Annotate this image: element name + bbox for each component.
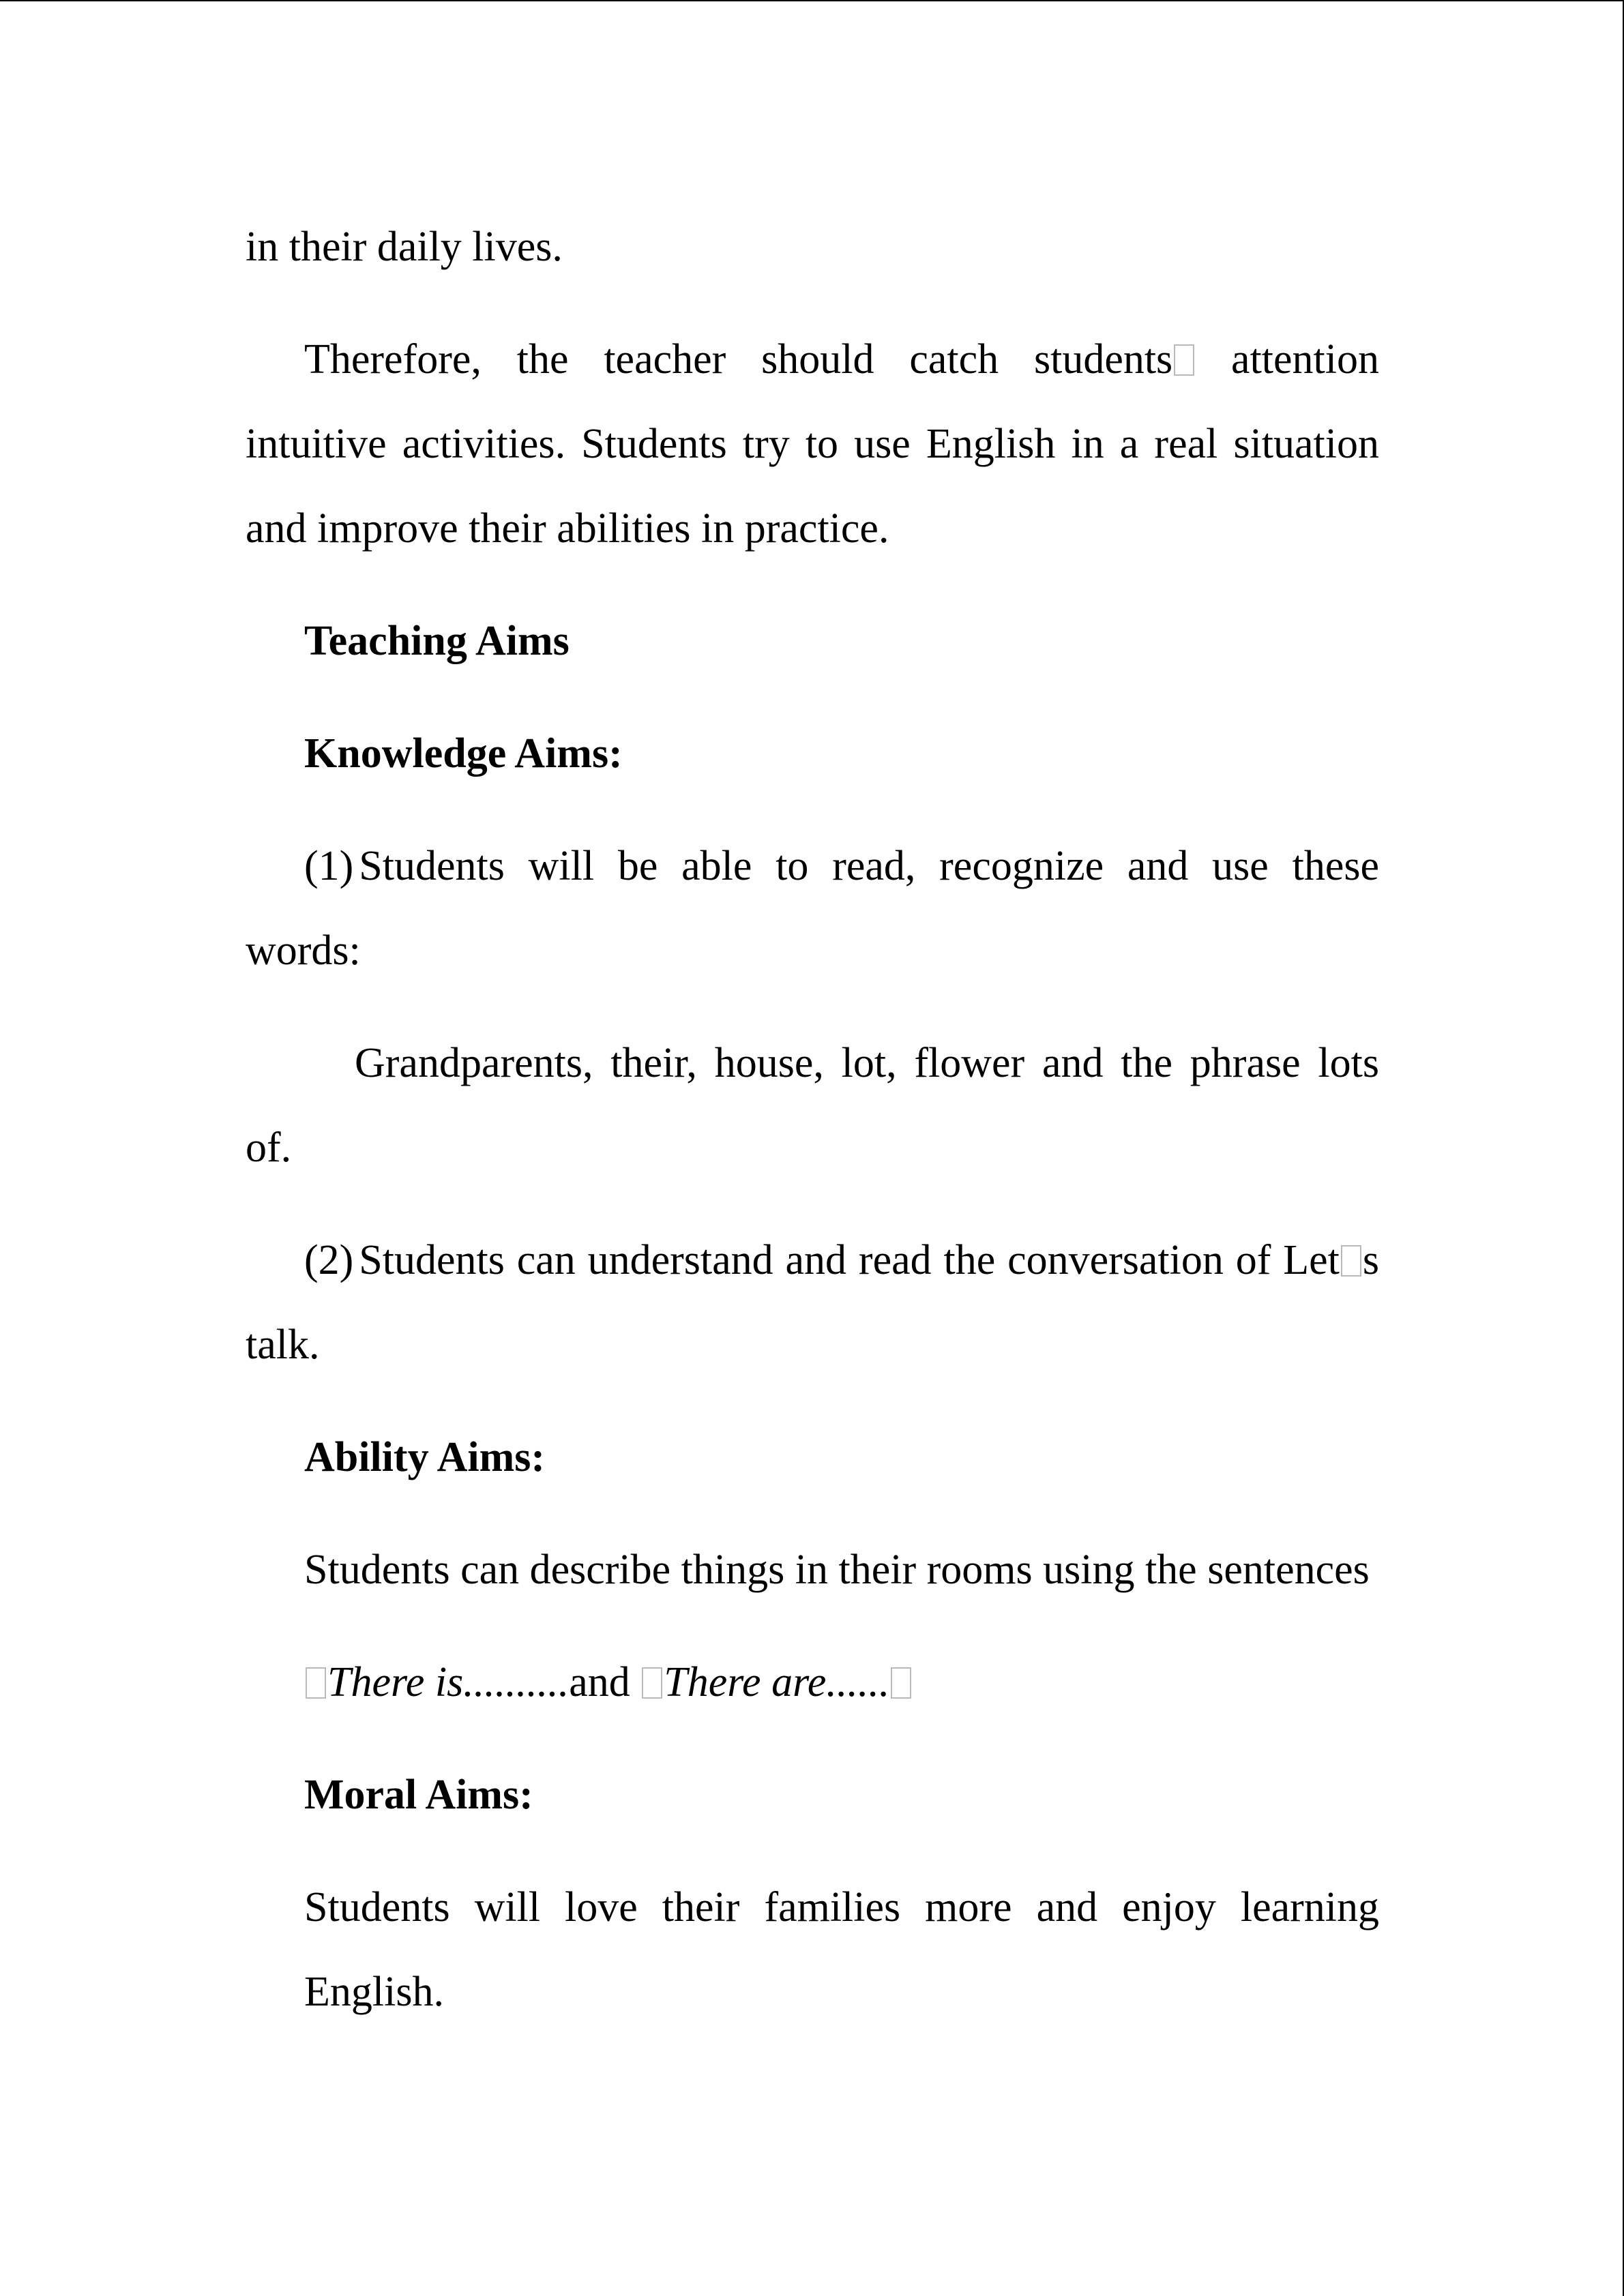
heading-text: Moral Aims:: [304, 1772, 533, 1818]
list-number: (1): [304, 843, 354, 889]
knowledge-item-2: [246, 1218, 1379, 1387]
knowledge-words: [246, 1021, 1379, 1190]
knowledge-item-1: [246, 824, 1379, 993]
paragraph-therefore: [246, 317, 1379, 571]
top-border: [0, 0, 1624, 1]
heading-moral-aims: [246, 1753, 1379, 1837]
document-page: [246, 205, 1379, 2062]
moral-paragraph: [304, 1865, 1379, 2034]
heading-text: Teaching Aims: [304, 618, 570, 664]
list-item-text: Students will be able to read, recognize and use these words:: [246, 843, 1379, 974]
ability-example-sentences: [304, 1640, 1379, 1725]
paragraph-text: Therefore, the teacher should catch students: [304, 336, 1173, 383]
heading-teaching-aims: [246, 599, 1379, 683]
ability-paragraph: [304, 1527, 1379, 1612]
heading-text: Knowledge Aims:: [304, 730, 623, 777]
example-sentence-there-is: There is..........: [327, 1659, 570, 1705]
missing-glyph-icon: [891, 1667, 911, 1699]
paragraph-continuation: [246, 205, 1379, 289]
missing-glyph-icon: [1174, 344, 1194, 376]
paragraph-text: Students will love their families more and enjoy learning English.: [304, 1884, 1379, 2015]
heading-text: Ability Aims:: [304, 1434, 546, 1480]
paragraph-text: attention intuitive activities. Students try to use English in a real situation and improve their abilities in practice.: [246, 336, 1379, 552]
missing-glyph-icon: [306, 1667, 326, 1699]
list-item-text: Students can understand and read the conversation of Let: [359, 1237, 1340, 1283]
paragraph-text: Grandparents, their, house, lot, flower and the phrase lots of.: [246, 1040, 1379, 1171]
paragraph-text: Students can describe things in their rooms using the sentences: [304, 1547, 1370, 1593]
example-sentence-there-are: There are......: [664, 1659, 890, 1705]
paragraph-text: in their daily lives.: [246, 224, 563, 270]
conjunction-text: and: [569, 1659, 641, 1705]
heading-ability-aims: [246, 1415, 1379, 1500]
list-number: (2): [304, 1237, 354, 1283]
list-item-text: s talk.: [246, 1237, 1379, 1368]
heading-knowledge-aims: [246, 711, 1379, 796]
missing-glyph-icon: [642, 1667, 662, 1699]
missing-glyph-icon: [1341, 1245, 1361, 1277]
